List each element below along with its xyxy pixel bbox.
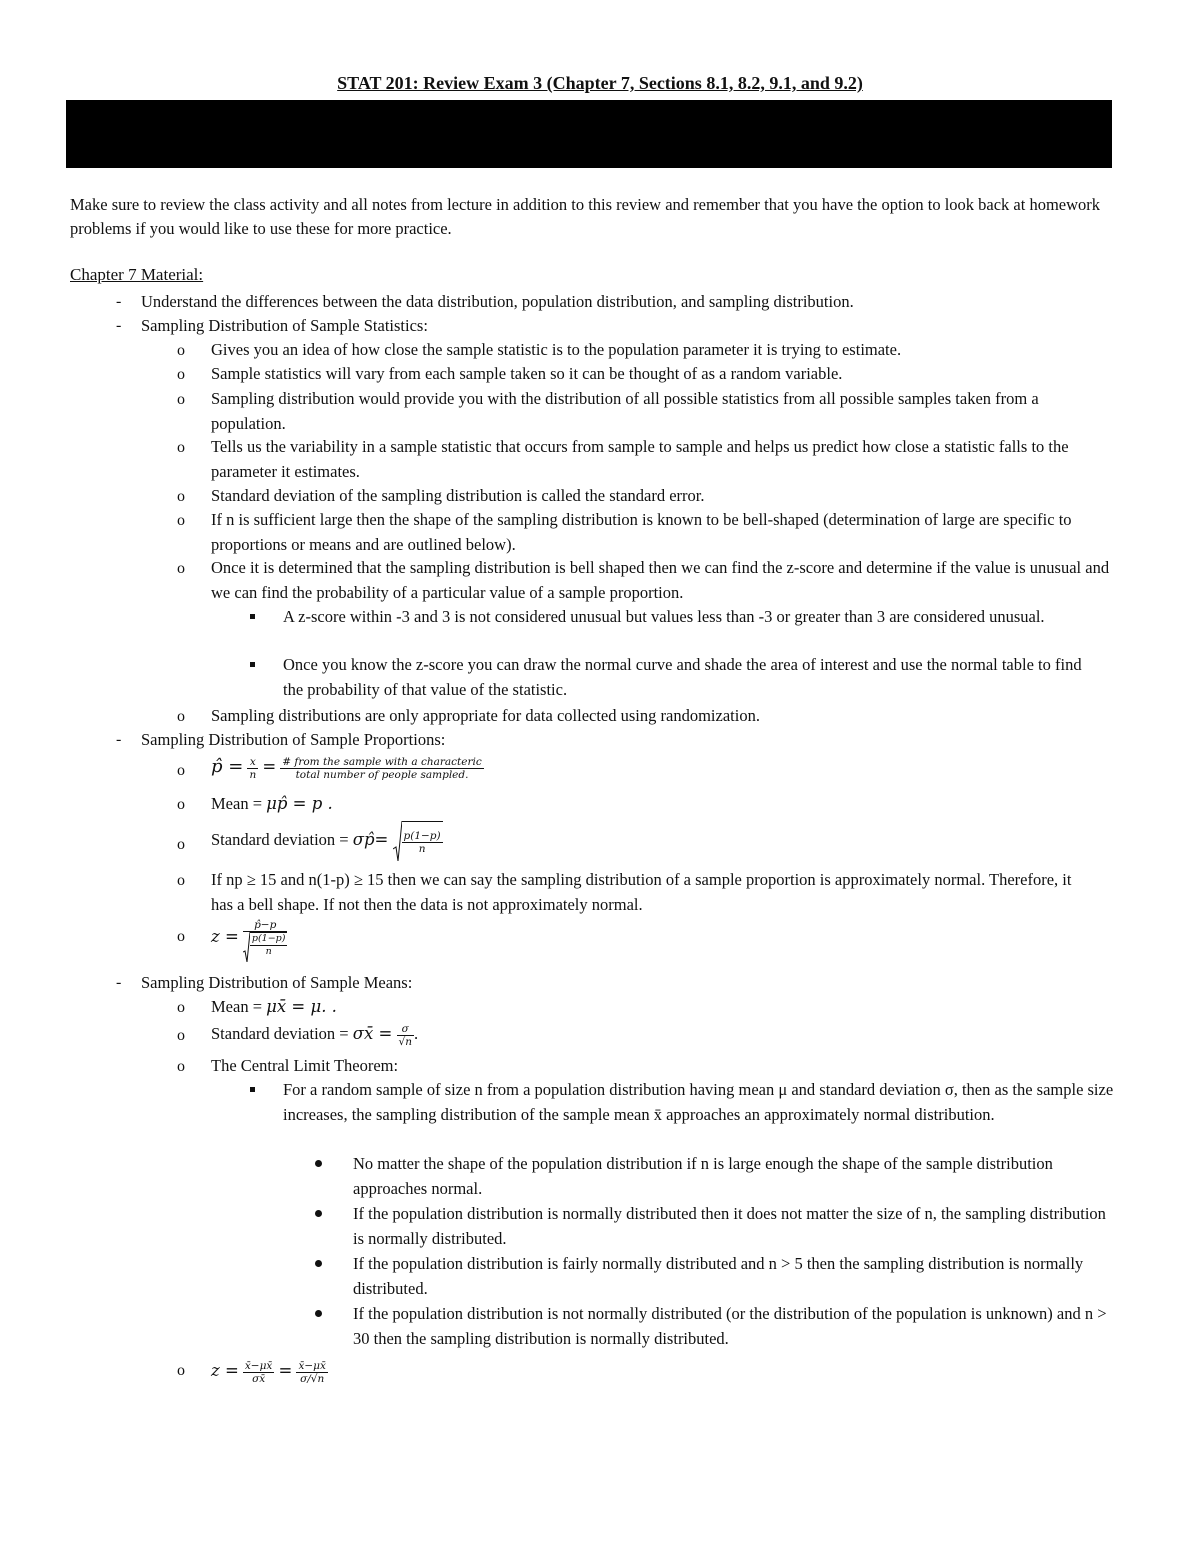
- radical-sign-icon: [243, 932, 250, 962]
- sd-fraction: [402, 830, 443, 855]
- phat-symbol: p̂ =: [211, 756, 244, 777]
- list-item: Gives you an idea of how close the sample statistic is to the population parameter it is trying to estimate.: [211, 340, 902, 359]
- fraction-denominator: σx̄: [252, 1372, 266, 1385]
- fraction-numerator: # from the sample with a characteric: [282, 755, 482, 768]
- fraction-denominator: n: [249, 768, 257, 781]
- proportion-sd: [211, 820, 443, 862]
- sd-expression: σx̄ =: [352, 1024, 393, 1043]
- z-fraction: [243, 1360, 274, 1385]
- fraction-denominator: n: [265, 945, 272, 957]
- bullet-sample-proportions: Sampling Distribution of Sample Proportions:: [141, 730, 446, 749]
- mean-label: Mean =: [211, 997, 262, 1016]
- clt-statement: For a random sample of size n from a population distribution having mean μ and standard deviation σ, then as the sample size increases, the sampling distribution of the sample mean x̄ approaches an approximately normal distribution.: [283, 1080, 1114, 1124]
- page-title: STAT 201: Review Exam 3 (Chapter 7, Sections 8.1, 8.2, 9.1, and 9.2): [337, 73, 863, 93]
- period: .: [413, 1024, 419, 1043]
- round-bullet: [315, 1310, 322, 1317]
- dash-marker: -: [116, 317, 122, 334]
- redaction-bar: [66, 100, 1112, 168]
- circle-marker: o: [177, 796, 185, 813]
- fraction-numerator: p̂−p: [243, 919, 288, 932]
- list-item: Tells us the variability in a sample statistic that occurs from sample to sample and helps us predict how close a statistic falls to the parameter it estimates.: [211, 437, 1069, 481]
- circle-marker: o: [177, 439, 185, 456]
- fraction-numerator: x̄−μx̄: [244, 1359, 273, 1372]
- proportion-z-formula: [211, 915, 287, 959]
- intro-paragraph: Make sure to review the class activity and all notes from lecture in addition to this review and remember that you have the option to look back at homework problems if you would like to use these for more practice.: [70, 195, 1101, 238]
- round-bullet: [315, 1160, 322, 1167]
- means-z-formula: [211, 1350, 328, 1392]
- square-bullet: [250, 662, 255, 667]
- radical-sign-icon: [393, 821, 402, 861]
- bullet-sample-means: Sampling Distribution of Sample Means:: [141, 973, 413, 992]
- fraction-denominator: √n: [398, 1035, 412, 1048]
- round-bullet: [315, 1260, 322, 1267]
- description-fraction: [280, 756, 483, 781]
- inner-fraction: [250, 933, 288, 958]
- dash-marker: -: [116, 974, 122, 991]
- mean-label: Mean =: [211, 794, 262, 813]
- square-root: [243, 932, 288, 958]
- circle-marker: o: [177, 488, 185, 505]
- circle-marker: o: [177, 366, 185, 383]
- circle-marker: o: [177, 560, 185, 577]
- circle-marker: o: [177, 1058, 185, 1075]
- square-bullet: [250, 614, 255, 619]
- z-fraction: [296, 1360, 327, 1385]
- circle-marker: o: [177, 708, 185, 725]
- mean-expression: μx̄ = μ. .: [266, 997, 337, 1016]
- chapter-heading: Chapter 7 Material:: [70, 265, 204, 284]
- circle-marker: o: [177, 391, 185, 408]
- fraction-numerator: p(1−p): [403, 830, 441, 843]
- phat-formula: [211, 750, 484, 784]
- list-item: Once it is determined that the sampling distribution is bell shaped then we can find the z-score and determine if the value is unusual and we can find the probability of a particular value of a sample proportion.: [211, 558, 1110, 602]
- list-item: Once you know the z-score you can draw the normal curve and shade the area of interest and use the normal table to find the probability of that value of the statistic.: [283, 655, 1082, 699]
- list-item: If the population distribution is fairly normally distributed and n > 5 then the sampling distribution is normally distributed.: [353, 1254, 1084, 1298]
- fraction-numerator: x: [247, 756, 258, 769]
- mean-expression: μp̂ = p .: [266, 794, 333, 813]
- z-label: z =: [211, 927, 239, 946]
- list-item: If the population distribution is normally distributed then it does not matter the size of n, the sampling distribution is normally distributed.: [353, 1204, 1106, 1248]
- list-item: Sample statistics will vary from each sample taken so it can be thought of as a random variable.: [211, 364, 843, 383]
- fraction-numerator: p(1−p): [251, 932, 286, 944]
- list-item: Standard deviation of the sampling distribution is called the standard error.: [211, 486, 705, 505]
- proportion-mean: [211, 792, 333, 816]
- bullet-data-distributions: Understand the differences between the data distribution, population distribution, and sampling distribution.: [141, 292, 854, 311]
- z-label: z =: [211, 1361, 239, 1380]
- sd-fraction: [397, 1023, 414, 1048]
- sd-label: Standard deviation =: [211, 830, 349, 849]
- equals-sign: =: [262, 757, 277, 776]
- circle-marker: o: [177, 512, 185, 529]
- circle-marker: o: [177, 928, 185, 945]
- round-bullet: [315, 1210, 322, 1217]
- fraction-numerator: σ: [397, 1023, 414, 1036]
- fraction-denominator: total number of people sampled.: [295, 768, 469, 781]
- clt-heading: The Central Limit Theorem:: [211, 1056, 399, 1075]
- dash-marker: -: [116, 731, 122, 748]
- list-item: If n is sufficient large then the shape of the sampling distribution is known to be bell-shaped (determination of large are specific to proportions or means and are outlined below).: [211, 510, 1072, 554]
- fraction-denominator: [243, 932, 288, 958]
- z-fraction: [243, 919, 288, 958]
- list-item: Sampling distributions are only appropriate for data collected using randomization.: [211, 706, 760, 725]
- circle-marker: o: [177, 999, 185, 1016]
- list-item: A z-score within -3 and 3 is not considered unusual but values less than -3 or greater than 3 are considered unusual.: [283, 607, 1045, 626]
- circle-marker: o: [177, 872, 185, 889]
- bullet-sample-statistics: Sampling Distribution of Sample Statistics:: [141, 316, 428, 335]
- fraction-denominator: σ/√n: [300, 1372, 325, 1385]
- circle-marker: o: [177, 762, 185, 779]
- list-item: No matter the shape of the population distribution if n is large enough the shape of the sample distribution approaches normal.: [353, 1154, 1053, 1198]
- circle-marker: o: [177, 1362, 185, 1379]
- list-item: If the population distribution is not normally distributed (or the distribution of the population is unknown) and n > 30 then the sampling distribution is normally distributed.: [353, 1304, 1107, 1348]
- x-over-n-fraction: [247, 756, 258, 781]
- normality-condition: If np ≥ 15 and n(1-p) ≥ 15 then we can say the sampling distribution of a sample proportion is approximately normal. Therefore, it has a bell shape. If not then the data is not approximately normal.: [211, 870, 1072, 914]
- list-item: Sampling distribution would provide you with the distribution of all possible statistics from all possible samples taken from a population.: [211, 389, 1039, 433]
- sd-expression: σp̂=: [352, 830, 389, 849]
- square-bullet: [250, 1087, 255, 1092]
- fraction-denominator: n: [418, 843, 426, 856]
- circle-marker: o: [177, 342, 185, 359]
- equals-sign: =: [278, 1361, 293, 1380]
- square-root: [393, 821, 443, 862]
- sd-label: Standard deviation =: [211, 1024, 349, 1043]
- circle-marker: o: [177, 836, 185, 853]
- fraction-numerator: x̄−μx̄: [298, 1359, 326, 1372]
- means-sd: [211, 1016, 418, 1052]
- circle-marker: o: [177, 1027, 185, 1044]
- dash-marker: -: [116, 293, 122, 310]
